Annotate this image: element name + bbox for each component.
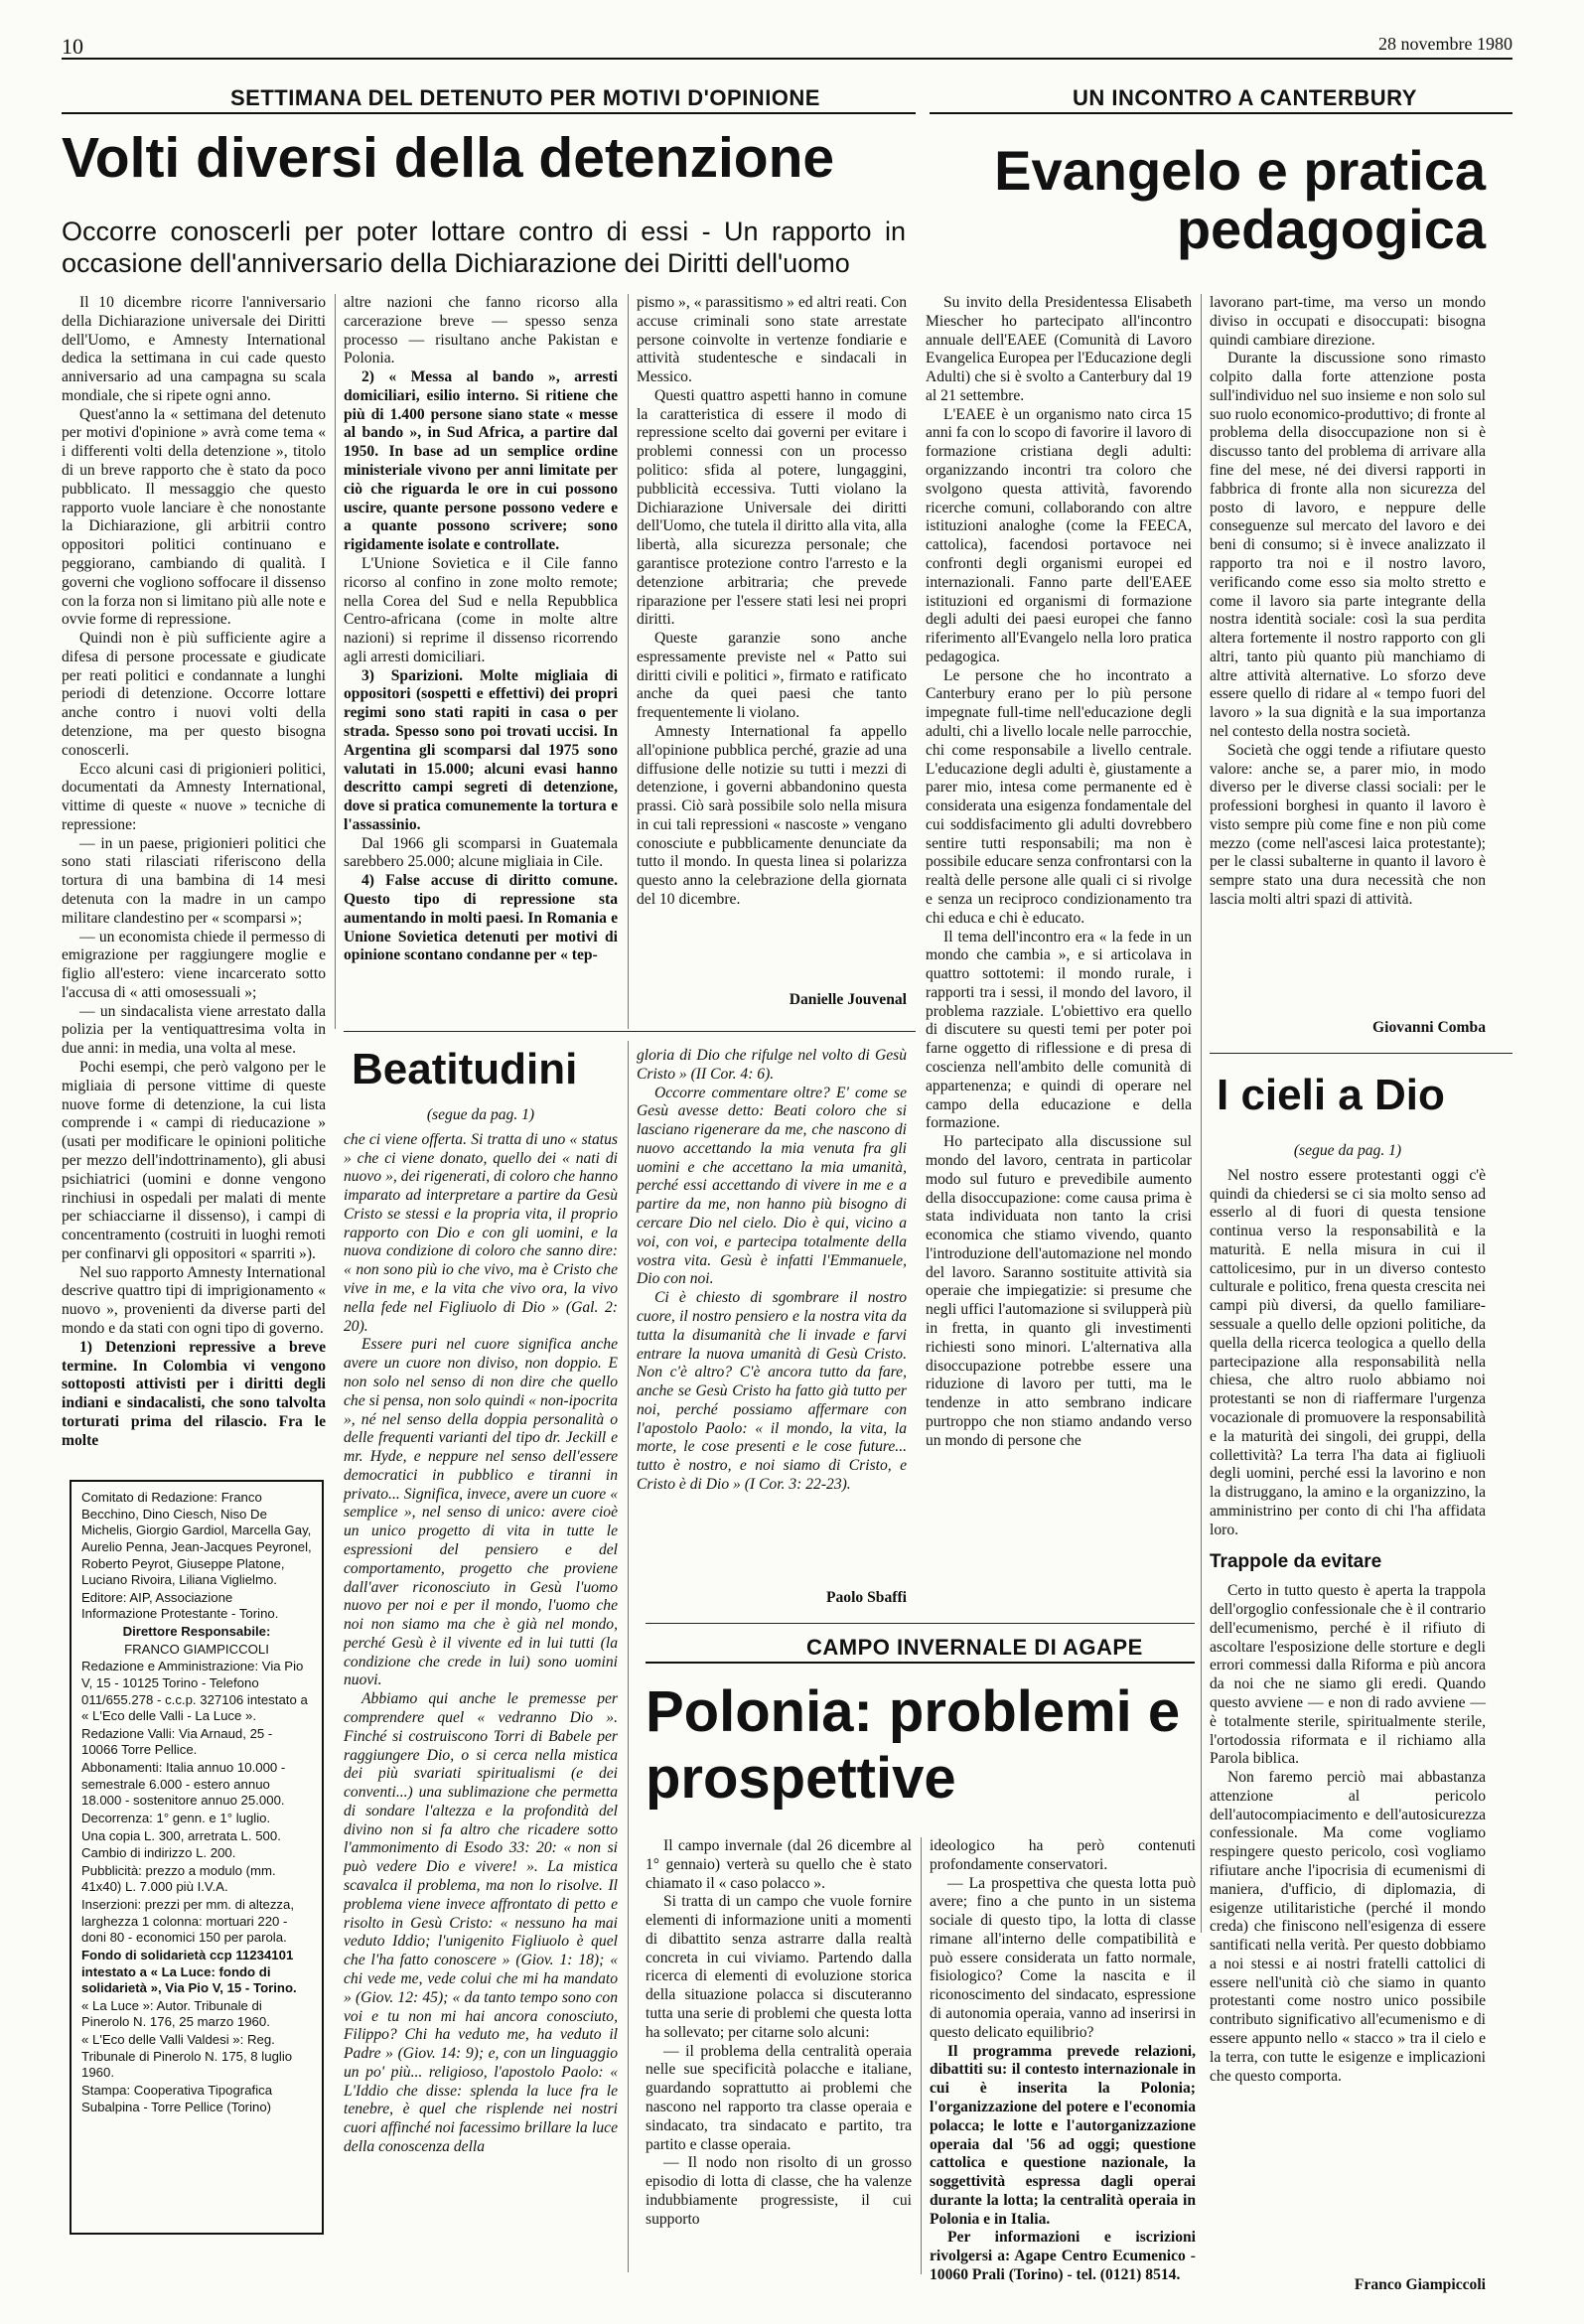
divider-rule [646, 1623, 1195, 1624]
masthead-line: Una copia L. 300, arretrata L. 500. [81, 1827, 281, 1843]
paragraph: Ho partecipato alla discussione sul mondo del lavoro, centrata in particolar modo sul futuro e prevedibile aumento della disoccupazione: come causa prima è stata individuata non tanto la crisi economica che stiamo vivendo, quanto l'introduzione dell'automazione nel mondo del lavoro. Saranno sostituite attività sia operaie che impiegatizie: si presume che negli uffici l'automazione si svilupperà più in fretta, in quanto gli investimenti richiesti sono minori. L'alternativa alla disoccupazione potrebbe essere una riduzione di lavoro per tutti, ma le tendenze in atto sembrano indicare purtroppo che non stiamo andando verso un mondo di persone che [926, 1133, 1192, 1449]
masthead-line: Decorrenza: 1° genn. e 1° luglio. [81, 1810, 271, 1825]
divider-rule [344, 1031, 916, 1032]
section-rule-left [62, 112, 916, 114]
paragraph: Le persone che ho incontrato a Canterbury erano per lo più persone impegnate full-time nell'educazione degli adulti, chi a livello locale nelle parrocchie, chi come responsabile a livello centrale. L'educazione degli adulti è, giustamente a parer mio, intesa come permanente ed è considerata una esigenza fondamentale del cui soddisfacimento gli adulti dovrebbero sentire tutti responsabili; ma non è possibile educare senza confrontarsi con la realtà delle persone alle quali ci si rivolge e senza un reciproco condizionamento tra chi educa e chi è educato. [926, 666, 1192, 927]
headline-beatitudini: Beatitudini [352, 1045, 578, 1093]
author-byline: Danielle Jouvenal [789, 991, 907, 1008]
paragraph: Amnesty International fa appello all'opinione pubblica perché, grazie ad una diffusione delle notizie su tutti i mezzi di detenzione, i governi abbandonino questa prassi. Ciò sarà possibile solo nella misura in cui tali repressioni « nascoste » vengano conosciute e pubblicamente denunciate da tutto il mondo. In questa linea si polarizza questo anno la celebrazione della giornata del 10 dicembre. [637, 722, 907, 908]
section-rule-right [930, 112, 1512, 114]
paragraph: 4) False accuse di diritto comune. Questo tipo di repressione sta aumentando in molti paesi. In Romania e Unione Sovietica detenuti per motivi di opinione scontano condanne per « tep- [344, 872, 618, 964]
paragraph: Durante la discussione sono rimasto colpito dalla forte attenzione posta sull'individuo nel suo insieme e non solo sul suo ruolo economico-produttivo; di fronte al problema della disoccupazione non si è discusso tanto del problema di arrivare alla fine del mese, né dei diversi rapporti in fabbrica di fronte alla non sicurezza del posto di lavoro, e neppure delle conseguenze sul mercato del lavoro e dei beni di consumo; si è invece analizzato il rapporto tra noi e il nostro lavoro, verificando come esso sia molto stretto e come il lavoro sia parte integrante della nostra identità sociale: così la sua perdita altera fortemente il nostro rapporto con gli altri, tanto più quanto più manchiamo di altre attività alternative. Lo sforzo deve essere quello di ridare al « tempo fuori del lavoro » la sua dignità e la sua importanza nel contesto della nostra società. [1210, 350, 1486, 740]
masthead-line: Comitato di Redazione: Franco Becchino, Dino Ciesch, Niso De Michelis, Giorgio Gardiol, Marcella Gay, Aurelio Penna, Jean-Jacques Peyronel, Roberto Peyrot, Giuseppe Platone, Luciano Rivoira, Liliana Viglielmo. [81, 1490, 312, 1588]
paragraph: Essere puri nel cuore significa anche avere un cuore non diviso, non doppio. E non solo nel senso di non dire che quello che si pensa, non solo quindi « non-ipocrita », né nel senso della doppia personalità o delle frequenti varianti del tipo dr. Jeckill e mr. Hyde, e neppure nel senso dell'essere democratici in pubblico e tiranni in privato... Significa, invece, avere un cuore « semplice », nel senso di unico: avere cioè un unico progetto di vita in tutte le espressioni del pensiero e del comportamento, progetto che proviene dall'aver riconosciuto in Gesù l'uomo nuovo per noi e per il mondo, l'uomo che noi non siamo ma che è già nel mondo, perché Gesù è il vivente ed in lui tutti (la condizione che crede in lui) sono uomini nuovi. [344, 1336, 618, 1689]
subheading-trappole: Trappole da evitare [1210, 1551, 1382, 1573]
paragraph: altre nazioni che fanno ricorso alla carcerazione breve — spesso senza processo — risultano anche Pakistan e Polonia. [344, 294, 618, 367]
paragraph: Quindi non è più sufficiente agire a difesa di persone processate e giudicate per reati politici e condannate a lunghi periodi di detenzione. Occorre lottare anche contro i nuovi volti della detenzione, ma per questo bisogna conoscerli. [62, 630, 326, 759]
paragraph: Per informazioni e iscrizioni rivolgersi a: Agape Centro Ecumenico - 10060 Prali (Torino) - tel. (0121) 8514. [930, 2229, 1196, 2283]
paragraph: Nel suo rapporto Amnesty International descrive quattro tipi di imprigionamento « nuovo », provenienti da diverse parti del mondo e da stati con ogni tipo di governo. [62, 1263, 326, 1337]
paragraph: — La prospettiva che questa lotta può avere; fino a che punto in un sistema sociale di questo tipo, la lotta di classe rimane all'interno delle compatibilità e può essere considerata un fatto normale, fisiologico? Come la nascita e il riconoscimento del sindacato, espressione di autonomia operaia, vanno ad inserirsi in questo delicato equilibrio? [930, 1874, 1196, 2041]
masthead-line: Redazione Valli: Via Arnaud, 25 - 10066 Torre Pellice. [81, 1725, 273, 1758]
paragraph: Non faremo perciò mai abbastanza attenzione al pericolo dell'autocompiacimento e dell'autosicurezza confessionale. Ma come vogliamo respingere questo pericolo, così vogliamo rifiutare anche l'ipocrisia di ecumenismi di maniera, d'ufficio, di diplomazia, di esigenze utilitaristiche (perché il mondo creda) che finiscono nell'esigenza di essere santificati nella verità. Per questo dobbiamo a noi stessi e ai nostri fratelli cattolici di essere nell'unità ciò che siamo in quanto protestanti come nostro unico possibile contributo significativo all'ecumenismo e di essere appunto nello « stacco » tra il cielo e la terra, con tutte le esigenze e implicazioni che questo comporta. [1210, 1769, 1486, 2085]
paragraph: Società che oggi tende a rifiutare questo valore: anche se, a parer mio, in modo diverso per le diverse classi sociali: per le professioni borghesi in quanto il lavoro è visto sempre più come fine e non più come mezzo (come nell'ascesi laica protestante); per le classi subalterne in quanto il lavoro è sempre stato una dura necessità che non lascia molti altri spazi di attività. [1210, 741, 1486, 908]
paragraph: Il campo invernale (dal 26 dicembre al 1° gennaio) verterà su quello che è stato chiamato il « caso polacco ». [646, 1837, 912, 1892]
masthead-line: Abbonamenti: Italia annuo 10.000 - semestrale 6.000 - estero annuo 18.000 - sostenitore annuo 25.000. [81, 1760, 286, 1809]
headline-volti-diversi: Volti diversi della detenzione [62, 126, 835, 190]
masthead-line: Redazione e Amministrazione: Via Pio V, 15 - 10125 Torino - Telefono 011/655.278 - c.c.p. 327106 intestato a « L'Eco delle Valli - La Luce ». [81, 1659, 308, 1724]
paragraph: Occorre commentare oltre? E' come se Gesù avesse detto: Beati coloro che si lasciano rigenerare da me, che nascono di nuovo accettando la mia venuta fra gli uomini e che accettano la mia umanità, perché essi accettando di vivere in me e a partire da me, non hanno più bisogno di cercare Dio nel cielo. Dio è qui, vicino a voi, con voi, e partecipa totalmente della vostra vita. Gesù è infatti l'Emmanuele, Dio con noi. [637, 1084, 907, 1288]
masthead-line: Direttore Responsabile: [122, 1624, 271, 1639]
cieli-column [1210, 1142, 1486, 2264]
continued-note: (segue da pag. 1) [1293, 1142, 1402, 1159]
paragraph: Certo in tutto questo è aperta la trappola dell'orgoglio confessionale che è il contrario dell'ecumenismo, perché è il rifiuto di ascoltare l'esposizione delle storture e degli errori commessi dalla Riforma e più ancora da noi che ne siamo gli eredi. Quando questo avviene — e non di rado avviene — è totalmente sterile, spiritualmente sterile, l'ortodossia riformata e il richiamo alla Parola biblica. [1210, 1582, 1486, 1768]
paragraph: Il tema dell'incontro era « la fede in un mondo che cambia », e si articolava in quattro sottotemi: il mondo rurale, i rapporti tra i sessi, il mondo del lavoro, il problema razziale. L'obiettivo era quello di discutere su questi temi per poter poi farne oggetto di riflessione e di presa di coscienza nell'ambito delle comunità di appartenenza; e quindi di operare nel campo della educazione e della formazione. [926, 928, 1192, 1132]
section-label-detenuto: SETTIMANA DEL DETENUTO PER MOTIVI D'OPINIONE [230, 85, 820, 110]
paragraph: 3) Sparizioni. Molte migliaia di oppositori (sospetti e effettivi) dei propri regimi sono stati rapiti in casa o per strada. Spesso sono poi trovati uccisi. In Argentina gli scomparsi dal 1975 sono valutati in 15.000; alcuni evasi hanno descritto campi segreti di detenzione, dove si pratica comunemente la tortura e l'assassinio. [344, 666, 618, 833]
column-rule [921, 1837, 922, 2274]
paragraph: ideologico ha però contenuti profondamente conservatori. [930, 1837, 1196, 1873]
page-number: 10 [62, 34, 83, 59]
paragraph: 1) Detenzioni repressive a breve termine. In Colombia vi vengono sottoposti attivisti per i diritti degli indiani e sindacalisti, che sono talvolta torturati prima del rilascio. Fra le molte [62, 1338, 326, 1449]
paragraph: Si tratta di un campo che vuole fornire elementi di informazione uniti a momenti di dibattito senza astrarre dalla realtà concreta in cui viviamo. Partendo dalla ricerca di elementi di evoluzione storica della situazione polacca si discuteranno tutta una serie di problemi che questa lotta ha sollevato; per citarne solo alcuni: [646, 1893, 912, 2041]
paragraph: pismo », « parassitismo » ed altri reati. Con accuse criminali sono state arrestate persone coinvolte in vertenze fondiarie e attività studentesche e sindacali in Messico. [637, 294, 907, 386]
paragraph: lavorano part-time, ma verso un mondo diviso in occupati e disoccupati: bisogna quindi cambiare direzione. [1210, 294, 1486, 349]
paragraph: Questi quattro aspetti hanno in comune la caratteristica di essere il modo di repressione scelto dai governi per evitare i problemi connessi con un processo politico: sfida al potere, lungaggini, pubblicità eccessiva. Tutti violano la Dichiarazione Universale dei diritti dell'Uomo, che tutela il diritto alla vita, alla libertà, alla sicurezza personale; che garantisce protezione contro l'arresto e la detenzione arbitraria; che prevede riparazione per l'essere stati lesi nei propri diritti. [637, 386, 907, 629]
paragraph: Nel nostro essere protestanti oggi c'è quindi da chiedersi se ci sia molto senso ad esserlo al di fuori di questa tensione continua verso la responsabilità e la maturità. E nella misura in cui il cattolicesimo, pur in un diverso contesto culturale e politico, frena questa crescita nei campi più diversi, da quello familiare-sessuale a quello delle opzioni politiche, da quella della ricerca teologica a quello della partecipazione alla responsabilità nella chiesa, che altro ruolo abbiamo noi protestanti se non di riaffermare l'urgenza vocazionale di promuovere la responsabilità e la maturità dei singoli, dei gruppi, della collettività? La terra l'ha data ai figliuoli degli uomini, perché essi la lavorino e non la distruggano, la amino e la organizzino, la amministrino per conto di chi l'ha affidata loro. [1210, 1166, 1486, 1538]
paragraph: — in un paese, prigionieri politici che sono stati rilasciati riferiscono della tortura di una bambina di 14 mesi detenuta con la madre in un campo militare clandestino per « scomparsi »; [62, 834, 326, 927]
paragraph: Su invito della Presidentessa Elisabeth Miescher ho partecipato all'incontro annuale dell'EAEE (Comunità di Lavoro Evangelica Europea per l'Educazione degli Adulti) che si è svolto a Canterbury dal 19 al 21 settembre. [926, 294, 1192, 404]
masthead-line: Cambio di indirizzo L. 200. [81, 1845, 236, 1861]
canterbury-column-2 [1210, 294, 1486, 1009]
paragraph: che ci viene offerta. Si tratta di uno « status » che ci viene donato, quello dei « nati di nuovo », dei rigenerati, di coloro che hanno imparato ad interpretare a partire da Gesù Cristo se stessi e la propria vita, il proprio rapporto con Dio e con gli uomini, e la nuova condizione di coloro che sanno dire: « non sono più io che vivo, ma è Cristo che vive in me, e la vita che vivo ora, la vivo nella fede nel Figliuolo di Dio » (Gal. 2: 20). [344, 1130, 618, 1335]
paragraph: Ci è chiesto di sgombrare il nostro cuore, il nostro pensiero e la nostra vita da tutta la disumanità che li invade e farvi entrare la nuova umanità di Gesù Cristo. Non c'è altro? C'è ancora tutto da fare, anche se Gesù Cristo ha fatto già tutto per noi, perché possiamo affermare con l'apostolo Paolo: « il mondo, la vita, la morte, le cose presenti e le cose future... tutto è nostro, e noi siamo di Cristo, e Cristo è di Dio » (I Cor. 3: 22-23). [637, 1289, 907, 1493]
column-rule [628, 1041, 629, 2272]
masthead-line: Stampa: Cooperativa Tipografica Subalpina - Torre Pellice (Torino) [81, 2082, 273, 2114]
author-byline: Franco Giampiccoli [1354, 2276, 1486, 2293]
paragraph: L'EAEE è un organismo nato circa 15 anni fa con lo scopo di favorire il lavoro di formazione cristiana degli adulti: organizzando incontri tra coloro che svolgono questa attività, favorendo ricerche comuni, collaborando con altre istituzioni analoghe (come la FEECA, cattolica), facendosi portavoce nei confronti degli organismi europei ed internazionali. Fanno parte dell'EAEE istituzioni ed organismi di formazione degli adulti dei paesi europei che fanno riferimento all'Evangelo nella loro pratica pedagogica. [926, 405, 1192, 665]
headline-cieli-a-dio: I cieli a Dio [1217, 1071, 1445, 1119]
paragraph: Il programma prevede relazioni, dibattiti su: il contesto internazionale in cui è inserita la Polonia; l'organizzazione del potere e l'economia polacca; le lotte e l'autorganizzazione operaia dal '56 ad oggi; questione cattolica e questione nazionale, la soggettività espressa dagli operai durante la lotta; la centralità operaia in Polonia e in Italia. [930, 2042, 1196, 2228]
subheadline-volti-diversi: Occorre conoscerli per poter lottare contro di essi - Un rapporto in occasione dell'anniversario della Dichiarazione dei Diritti dell'uomo [62, 217, 906, 278]
paragraph: — un sindacalista viene arrestato dalla polizia per la ventiquattresima volta in due anni: in media, una volta al mese. [62, 1002, 326, 1058]
masthead-line: « L'Eco delle Valli Valdesi »: Reg. Tribunale di Pinerolo N. 175, 8 luglio 1960. [81, 2032, 293, 2081]
headline-polonia: Polonia: problemi e prospettive [646, 1679, 1181, 1812]
paragraph: 2) « Messa al bando », arresti domiciliari, esilio interno. Si ritiene che più di 1.400 persone siano state « messe al bando », in Sud Africa, a partire dal 1950. In base ad un semplice ordine ministeriale vivono per anni limitate per ciò che riguarda le ore in cui possono uscire, quante persone possono vedere e a quante possono scrivere; sono rigidamente isolate e controllate. [344, 368, 618, 554]
beatitudini-column-2 [637, 1047, 907, 1583]
paragraph: Ecco alcuni casi di prigionieri politici, documentati da Amnesty International, vittime di queste « nuove » tecniche di repressione: [62, 760, 326, 833]
issue-date: 28 novembre 1980 [1378, 34, 1512, 54]
masthead-line: Inserzioni: prezzi per mm. di altezza, larghezza 1 colonna: mortuari 220 - doni 80 - economici 150 per parola. [81, 1897, 295, 1946]
paragraph: Dal 1966 gli scomparsi in Guatemala sarebbero 25.000; alcune migliaia in Cile. [344, 834, 618, 871]
masthead-line: « La Luce »: Autor. Tribunale di Pinerolo N. 176, 25 marzo 1960. [81, 1997, 270, 2030]
column-rule [335, 294, 336, 1029]
paragraph: — Il nodo non risolto di un grosso episodio di lotta di classe, che ha valenze indubbiamente progressiste, il cui supporto [646, 2154, 912, 2228]
article1-column-1 [62, 294, 326, 1466]
paragraph: Il 10 dicembre ricorre l'anniversario della Dichiarazione universale dei Diritti dell'Uomo, e Amnesty International dedica la settimana in cui cade questo anniversario ad una campagna su scala mondiale, che si ripete ogni anno. [62, 294, 326, 404]
column-rule [628, 294, 629, 1029]
polonia-column-2 [930, 1837, 1196, 2283]
paragraph: Abbiamo qui anche le premesse per comprendere quel « vedranno Dio ». Finché si costruiscono Torri di Babele per raggiungere Dio, o si cerca nella mistica dei più svariati spiritualismi (e dei conventi...) una sublimazione che permetta di sondare l'altezza e la profondità del divino non si fa altro che ricadere sotto l'ammonimento di Esodo 33: 20: « non si può vedere Dio e vivere! ». La mistica scavalca il problema, ma non lo risolve. Il problema viene invece affrontato di petto e risolto in Gesù Cristo: « nessuno ha mai veduto Iddio; l'unigenito Figliuolo è quel che l'ha fatto conoscere » (Giov. 1: 18); « chi vede me, vede colui che mi ha mandato » (Giov. 12: 45); « da tanto tempo sono con voi e tu non mi hai ancora conosciuto, Filippo? Chi ha veduto me, ha veduto il Padre » (Giov. 14: 9); e, con un linguaggio un po' più... religioso, l'apostolo Paolo: « L'Iddio che disse: splenda la luce fra le tenebre, è quel che risplende nei nostri cuori affinché noi facessimo brillare la luce della conoscenza della [344, 1690, 618, 2155]
section-rule-polonia [646, 1662, 1195, 1664]
masthead-line: Editore: AIP, Associazione Informazione Protestante - Torino. [81, 1589, 279, 1622]
author-byline: Giovanni Comba [1372, 1019, 1486, 1036]
author-byline: Paolo Sbaffi [825, 1589, 907, 1606]
article1-column-2 [344, 294, 618, 1019]
polonia-column-1 [646, 1837, 912, 2274]
continued-note: (segue da pag. 1) [426, 1106, 535, 1123]
paragraph: — un economista chiede il permesso di emigrazione per raggiungere moglie e figlio all'estero: viene incarcerato sotto l'accusa di « atti omosessuali »; [62, 928, 326, 1001]
paragraph: Quest'anno la « settimana del detenuto per motivi d'opinione » avrà come tema « i differenti volti della detenzione », titolo di un breve rapporto che è stato da poco pubblicato. Il messaggio che questo rapporto vuole lanciare è che nonostante la Dichiarazione, gli arbitrii contro oppositori politici continuano e peggiorano, cambiando di qualità. I governi che vogliono soffocare il dissenso con la forza non si limitano più alle note e ovvie forme di repressione. [62, 405, 326, 629]
section-label-canterbury: UN INCONTRO A CANTERBURY [1073, 85, 1417, 110]
paragraph: L'Unione Sovietica e il Cile fanno ricorso al confino in zone molto remote; nella Corea del Sud e nella Repubblica Centro-africana (come in molte altre nazioni) si reprime il dissenso ricorrendo agli arresti domiciliari. [344, 554, 618, 665]
masthead-box [70, 1480, 324, 2235]
article1-column-3 [637, 294, 907, 979]
headline-evangelo: Evangelo e pratica pedagogica [994, 139, 1486, 260]
paragraph: Queste garanzie sono anche espressamente previste nel « Patto sui diritti civili e politici », firmato e ratificato anche da quei paesi che tanto frequentemente li violano. [637, 630, 907, 722]
paragraph: Pochi esempi, che però valgono per le migliaia di persone vittime di queste nuove forme di detenzione, la cui lista comprende i « campi di rieducazione » (usati per modificare le opinioni politiche per mezzo dell'indottrinamento), gli abusi psichiatrici (uomini e donne vengono rinchiusi in ospedali per malati di mente per schiacciarne il dissenso), i campi di concentramento (costruiti in luoghi remoti per confinarvi gli oppositori « sparriti »). [62, 1059, 326, 1262]
paragraph: — il problema della centralità operaia nelle sue specificità polacche e italiane, guardando soprattutto ai problemi che nascono nel rapporto tra classe operaia e sindacato, tra sindacato e partito, tra partito e classe operaia. [646, 2042, 912, 2153]
beatitudini-column-1 [344, 1106, 618, 2278]
masthead-line: Fondo di solidarietà ccp 11234101 intestato a « La Luce: fondo di solidarietà », Via Pio V, 15 - Torino. [81, 1947, 297, 1996]
header-rule [62, 58, 1512, 60]
divider-rule [1210, 1053, 1512, 1054]
paragraph: gloria di Dio che rifulge nel volto di Gesù Cristo » (II Cor. 4: 6). [637, 1047, 907, 1083]
section-label-agape: CAMPO INVERNALE DI AGAPE [806, 1635, 1143, 1660]
masthead-line: Pubblicità: prezzo a modulo (mm. 41x40) L. 7.000 più I.V.A. [81, 1862, 276, 1895]
masthead-line: FRANCO GIAMPICCOLI [124, 1641, 269, 1657]
